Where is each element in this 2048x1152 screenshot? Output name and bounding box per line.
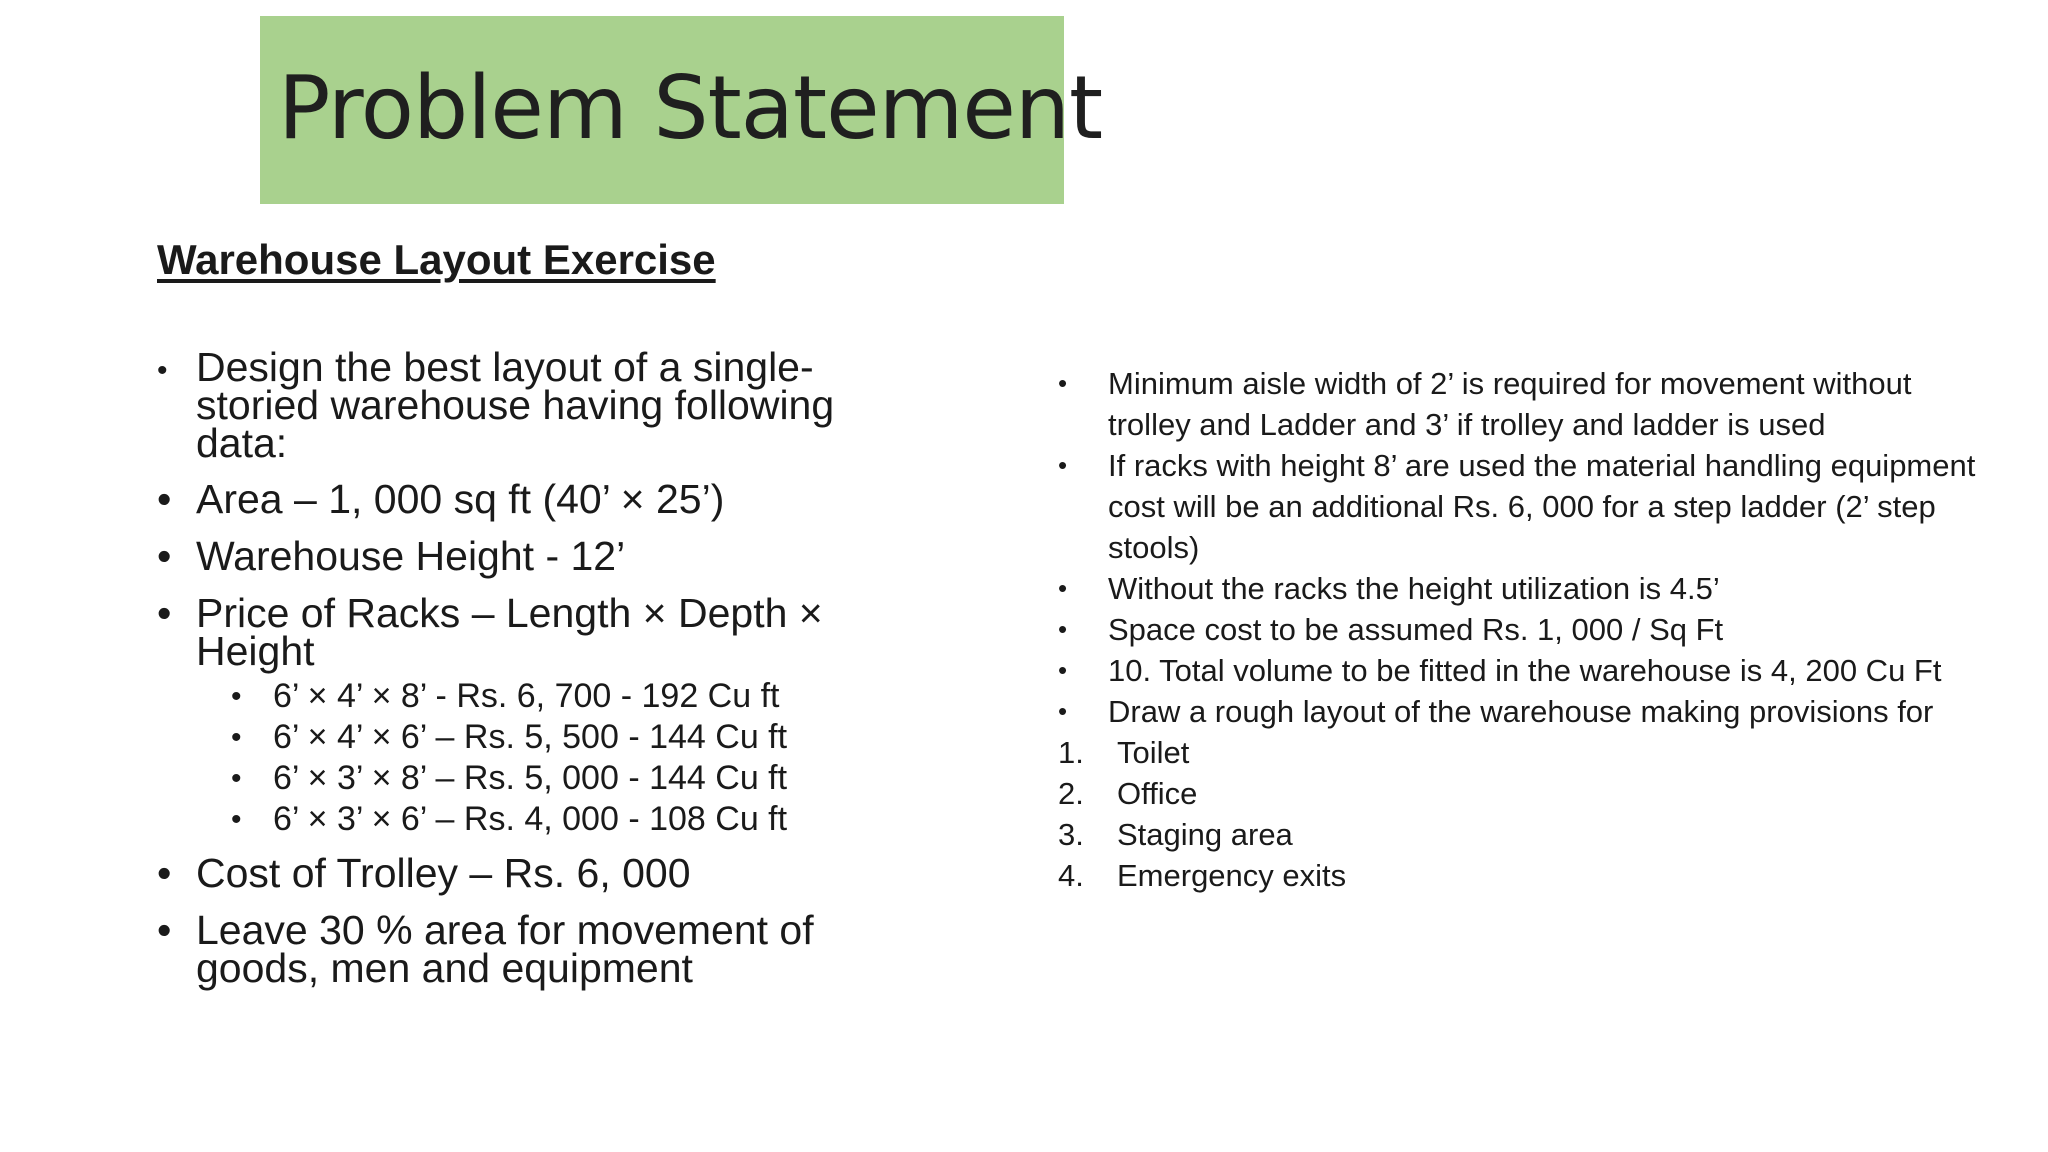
list-item <box>157 533 917 579</box>
bullet-text: If racks with height 8’ are used the material handling equipment cost will be an additional Rs. 6, 000 for a step ladder (2’ step stools) <box>1108 448 1976 565</box>
numbered-item <box>1058 855 1998 896</box>
price-heading: Price of Racks – Length × Depth × Height <box>196 590 823 674</box>
bullet-icon: • <box>231 803 242 836</box>
list-item <box>157 676 917 717</box>
item-number: 3. <box>1058 817 1084 852</box>
page-title: Problem Statement <box>278 57 1103 159</box>
bullet-icon: • <box>231 680 242 713</box>
bullet-text: Without the racks the height utilization is 4.5’ <box>1108 571 1720 606</box>
bullet-icon: • <box>1058 696 1068 726</box>
right-bullet-list <box>1058 363 1998 896</box>
bullet-icon: • <box>1058 450 1068 480</box>
item-number: 1. <box>1058 735 1084 770</box>
numbered-item <box>1058 773 1998 814</box>
bullet-icon: • <box>1058 655 1068 685</box>
bullet-icon: • <box>231 721 242 754</box>
list-item <box>1058 609 1998 650</box>
list-item <box>1058 650 1998 691</box>
bullet-icon: • <box>157 354 168 387</box>
list-item <box>157 907 896 991</box>
list-item <box>1058 568 1998 609</box>
rack-option: 6’ × 3’ × 6’ – Rs. 4, 000 - 108 Cu ft <box>273 800 788 838</box>
bullet-text: Minimum aisle width of 2’ is required for movement without trolley and Ladder and 3’ if trolley and ladder is used <box>1108 366 1912 442</box>
bullet-icon: • <box>1058 573 1068 603</box>
list-item <box>157 590 916 674</box>
rack-option: 6’ × 3’ × 8’ – Rs. 5, 000 - 144 Cu ft <box>273 759 788 797</box>
numbered-item <box>1058 732 1998 773</box>
item-number: 4. <box>1058 858 1084 893</box>
trolley-text: Cost of Trolley – Rs. 6, 000 <box>196 850 691 896</box>
list-item <box>157 799 917 840</box>
subtitle: Warehouse Layout Exercise <box>157 236 716 283</box>
rack-price-list <box>157 676 917 840</box>
title-banner <box>260 16 1103 204</box>
left-bullet-list <box>157 344 917 991</box>
list-item <box>1058 363 1998 445</box>
bullet-icon: • <box>157 850 172 896</box>
list-item <box>1058 691 1998 732</box>
list-item <box>157 717 917 758</box>
item-text: Office <box>1117 776 1198 811</box>
bullet-icon: • <box>157 533 172 579</box>
bullet-text: 10. Total volume to be fitted in the warehouse is 4, 200 Cu Ft <box>1108 653 1942 688</box>
list-item <box>157 344 916 466</box>
intro-text: Design the best layout of a single-storied warehouse having following data: <box>196 344 835 466</box>
bullet-text: Draw a rough layout of the warehouse making provisions for <box>1108 694 1934 729</box>
bullet-text: Space cost to be assumed Rs. 1, 000 / Sq Ft <box>1108 612 1724 647</box>
list-item <box>157 850 917 896</box>
bullet-icon: • <box>1058 368 1068 398</box>
rack-option: 6’ × 4’ × 8’ - Rs. 6, 700 - 192 Cu ft <box>273 677 780 715</box>
list-item <box>157 476 917 522</box>
item-text: Emergency exits <box>1117 858 1347 893</box>
list-item <box>1058 445 1998 568</box>
bullet-icon: • <box>1058 614 1068 644</box>
list-item <box>157 758 917 799</box>
rack-option: 6’ × 4’ × 6’ – Rs. 5, 500 - 144 Cu ft <box>273 718 788 756</box>
leave-text: Leave 30 % area for movement of goods, men and equipment <box>196 907 814 991</box>
item-text: Toilet <box>1117 735 1190 770</box>
area-text: Area – 1, 000 sq ft (40’ × 25’) <box>196 476 725 522</box>
item-number: 2. <box>1058 776 1084 811</box>
bullet-icon: • <box>157 907 172 953</box>
bullet-icon: • <box>157 590 172 636</box>
bullet-icon: • <box>157 476 172 522</box>
height-text: Warehouse Height - 12’ <box>196 533 626 579</box>
item-text: Staging area <box>1117 817 1293 852</box>
numbered-item <box>1058 814 1998 855</box>
bullet-icon: • <box>231 762 242 795</box>
